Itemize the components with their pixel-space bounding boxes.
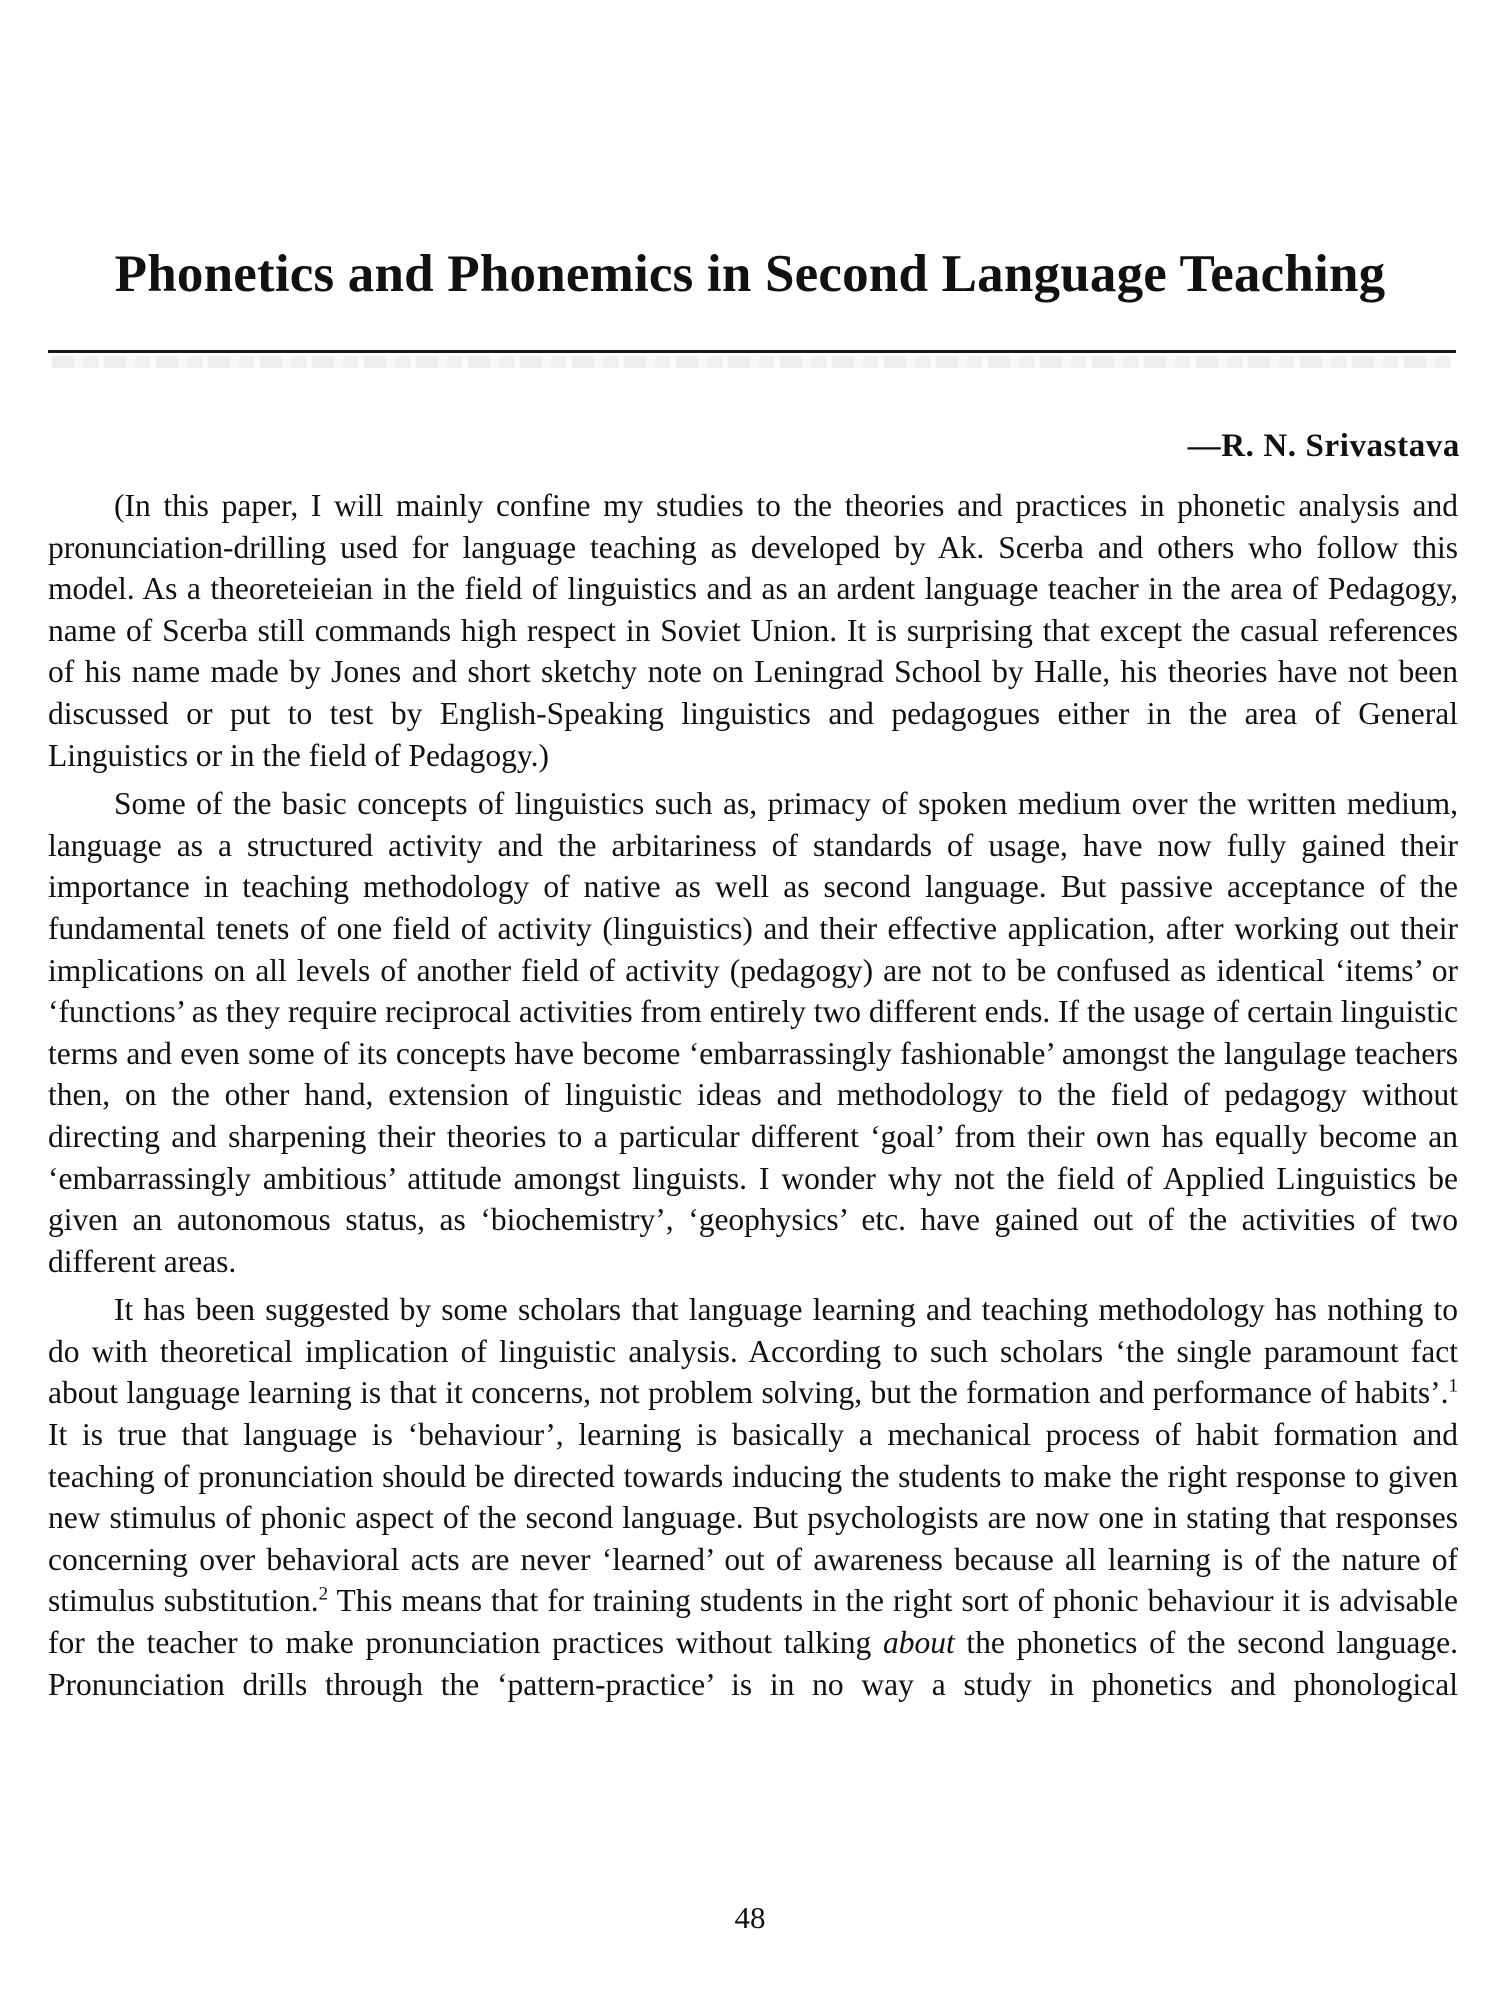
footnote-marker: 2: [318, 1583, 329, 1605]
paragraph-text-part: It has been suggested by some scholars that language learning and teaching methodology has nothing to do with theoretical implication of linguistic analysis. According to such scholars ‘the single paramount fact about language learning is that it concerns, not problem solving, but the formation and performance of habits’.: [48, 1292, 1458, 1411]
paragraph-language-learning: [48, 1289, 1458, 1705]
paragraph-text-part: It is true that language is ‘behaviour’, learning is basically a mechanical process of habit formation and teaching of pronunciation should be directed towards inducing the students to make the right response to given new stimulus of phonic aspect of the second language. But psychologists are now one in stating that responses concerning over behavioral acts are never ‘learned’ out of awareness because all learning is of the nature of stimulus substitution.: [48, 1417, 1458, 1619]
paragraph-intro: (In this paper, I will mainly confine my studies to the theories and practices in phonetic analysis and pronunciation-drilling used for language teaching as developed by Ak. Scerba and others who follow this model. As a theoreteieian in the field of linguistics and as an ardent language teacher in the area of Pedagogy, name of Scerba still commands high respect in Soviet Union. It is surprising that except the casual references of his name made by Jones and short sketchy note on Leningrad School by Halle, his theories have not been discussed or put to test by English-Speaking linguistics and pedagogues either in the area of General Linguistics or in the field of Pedagogy.): [48, 488, 1458, 773]
paragraph-basic-concepts: Some of the basic concepts of linguistics such as, primacy of spoken medium over the written medium, language as a structured activity and the arbitariness of standards of usage, have now fully gained their importance in teaching methodology of native as well as second language. But passive acceptance of the fundamental tenets of one field of activity (linguistics) and their effective application, after working out their implications on all levels of another field of activity (pedagogy) are not to be confused as identical ‘items’ or ‘functions’ as they require reciprocal activities from entirely two different ends. If the usage of certain linguistic terms and even some of its concepts have become ‘embarrassingly fashionable’ amongst the langulage teachers then, on the other hand, extension of linguistic ideas and methodology to the field of pedagogy without directing and sharpening their theories to a particular different ‘goal’ from their own has equally become an ‘embarrassingly ambitious’ attitude amongst linguists. I wonder why not the field of Applied Linguistics be given an autonomous status, as ‘biochemistry’, ‘geophysics’ etc. have gained out of the activities of two different areas.: [48, 786, 1458, 1279]
page-number: 48: [734, 1900, 766, 1935]
body-text: [48, 485, 1458, 1705]
paragraph-text-part: This means that for training students in the right sort of phonic behaviour it is advisable for the teacher to make pronunciation practices without talking: [48, 1583, 1458, 1661]
author-name: —R. N. Srivastava: [1187, 428, 1460, 464]
title-rule-shadow: [52, 356, 1452, 368]
title-rule: [48, 350, 1456, 353]
footnote-marker: 1: [1448, 1375, 1458, 1397]
emphasized-word: about: [882, 1625, 955, 1661]
paragraph-text-part: the phonetics of the second language. Pronunciation drills through the ‘pattern-practice’ is in no way a study in phonetics and phonological: [48, 1625, 1458, 1702]
paper-title: Phonetics and Phonemics in Second Language Teaching: [114, 245, 1386, 303]
